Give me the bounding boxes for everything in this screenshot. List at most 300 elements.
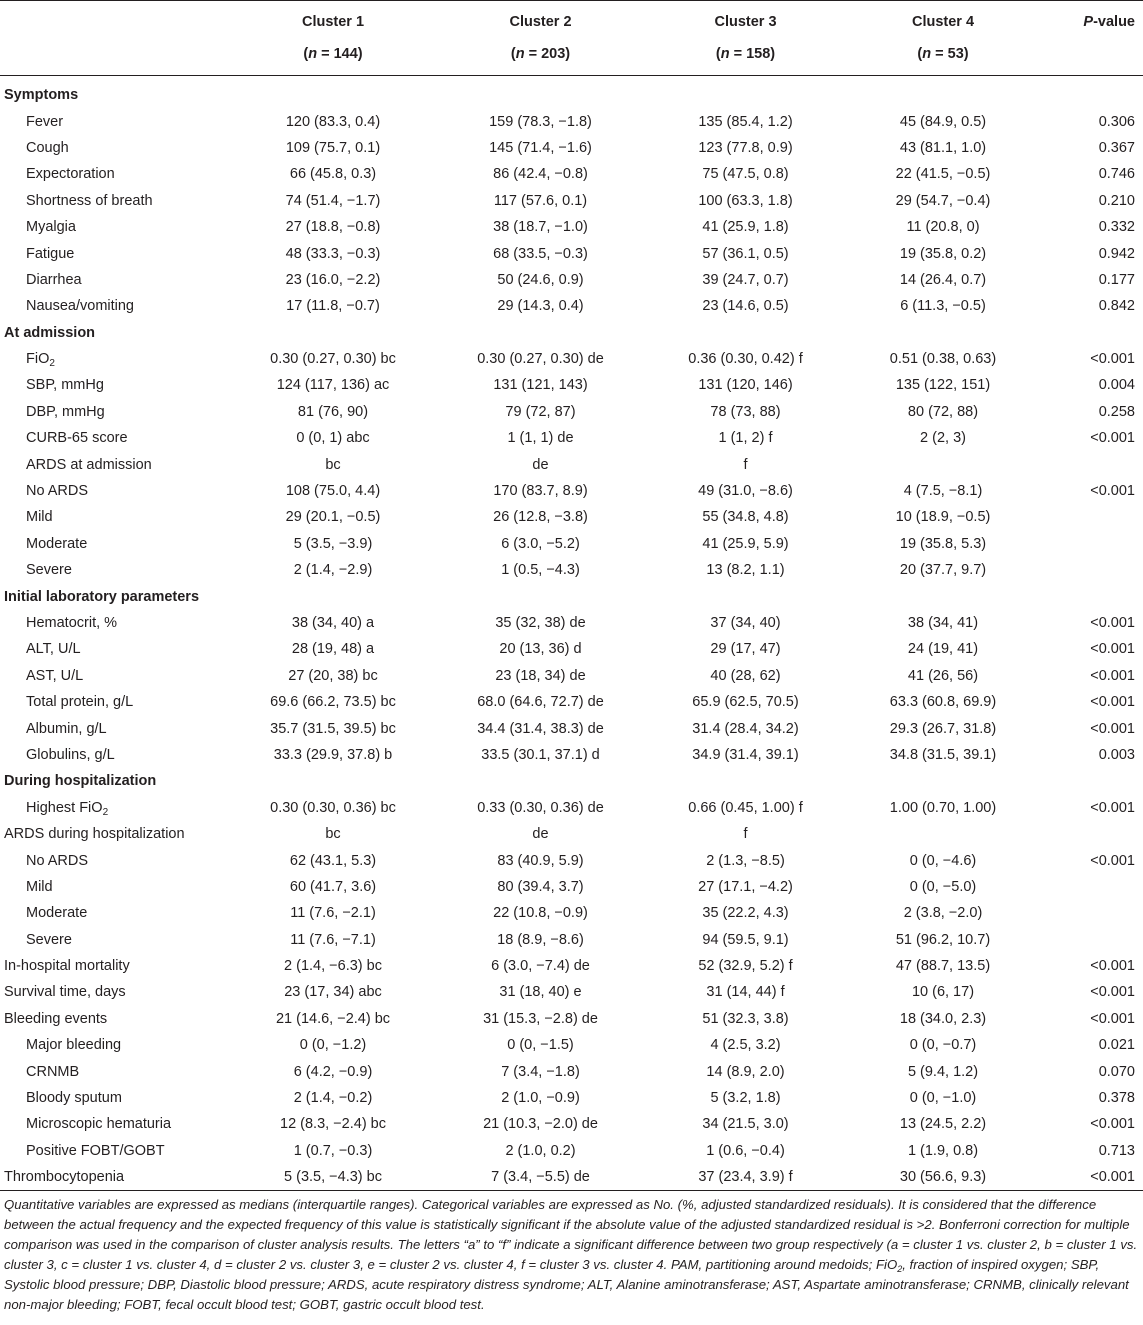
row-label bbox=[0, 240, 228, 266]
cell-cluster-2: 86 (42.4, −0.8) bbox=[493, 166, 588, 183]
cell-cluster-4 bbox=[848, 821, 1038, 847]
cell-pvalue bbox=[1038, 874, 1143, 900]
row-label bbox=[0, 478, 228, 504]
cell-cluster-4: 51 (96.2, 10.7) bbox=[895, 931, 991, 948]
table-row bbox=[0, 267, 1143, 293]
row-label bbox=[0, 1111, 228, 1137]
table-row bbox=[0, 557, 1143, 583]
cell-cluster-1: 1 (0.7, −0.3) bbox=[293, 1142, 373, 1159]
table-row bbox=[0, 689, 1143, 715]
cell-cluster-3: 39 (24.7, 0.7) bbox=[702, 271, 789, 288]
row-label-text: Thrombocytopenia bbox=[4, 1169, 125, 1186]
cell-pvalue: 0.021 bbox=[1098, 1037, 1135, 1054]
row-label-text: Survival time, days bbox=[4, 984, 126, 1001]
cell-cluster-1: 5 (3.5, −3.9) bbox=[293, 535, 373, 552]
table-row bbox=[0, 135, 1143, 161]
cell-pvalue: <0.001 bbox=[1090, 984, 1135, 1001]
cell-cluster-3: 0.36 (0.30, 0.42) f bbox=[688, 351, 803, 368]
row-label-text: AST, U/L bbox=[26, 667, 84, 684]
cell-cluster-4: 45 (84.9, 0.5) bbox=[899, 113, 987, 130]
cell-cluster-1: 5 (3.5, −4.3) bc bbox=[284, 1169, 382, 1186]
row-label bbox=[0, 953, 228, 979]
cell-pvalue: <0.001 bbox=[1090, 958, 1135, 975]
row-label-text: No ARDS bbox=[26, 483, 89, 500]
cell-cluster-1: 124 (117, 136) ac bbox=[276, 377, 390, 394]
cell-cluster-1: 23 (16.0, −2.2) bbox=[285, 271, 381, 288]
cell-pvalue bbox=[1038, 927, 1143, 953]
cell-pvalue: <0.001 bbox=[1090, 641, 1135, 658]
header-pvalue bbox=[1038, 1, 1143, 39]
cell-cluster-3: 34.9 (31.4, 39.1) bbox=[692, 746, 799, 763]
cell-cluster-1: 33.3 (29.9, 37.8) b bbox=[273, 746, 393, 763]
row-label-text: Nausea/vomiting bbox=[26, 298, 134, 315]
cell-cluster-3: 78 (73, 88) bbox=[710, 403, 781, 420]
section-header-row bbox=[0, 583, 1143, 609]
table-row bbox=[0, 1111, 1143, 1137]
cell-pvalue: <0.001 bbox=[1090, 351, 1135, 368]
table-header bbox=[0, 1, 1143, 76]
cell-cluster-3: 131 (120, 146) bbox=[698, 377, 793, 394]
cell-cluster-1: bc bbox=[325, 456, 341, 473]
cell-cluster-3: 0.66 (0.45, 1.00) f bbox=[688, 799, 803, 816]
cell-cluster-1: 11 (7.6, −2.1) bbox=[290, 905, 376, 922]
table-row bbox=[0, 874, 1143, 900]
cell-pvalue: <0.001 bbox=[1090, 694, 1135, 711]
row-label bbox=[0, 214, 228, 240]
row-label-text: Total protein, g/L bbox=[26, 694, 134, 711]
cell-cluster-3: 2 (1.3, −8.5) bbox=[706, 852, 785, 869]
cell-cluster-3: 135 (85.4, 1.2) bbox=[698, 113, 793, 130]
cell-cluster-1: 62 (43.1, 5.3) bbox=[289, 852, 377, 869]
cell-cluster-3: 27 (17.1, −4.2) bbox=[698, 878, 793, 895]
cell-cluster-4: 0.51 (0.38, 0.63) bbox=[889, 351, 997, 368]
row-label bbox=[0, 1032, 228, 1058]
cell-cluster-2: 31 (15.3, −2.8) de bbox=[483, 1010, 598, 1027]
row-label bbox=[0, 399, 228, 425]
cell-cluster-4: 4 (7.5, −8.1) bbox=[903, 483, 983, 500]
cell-cluster-4: 6 (11.3, −0.5) bbox=[900, 298, 986, 315]
row-label-subscript: 2 bbox=[49, 358, 55, 370]
cell-cluster-4: 43 (81.1, 1.0) bbox=[899, 139, 987, 156]
table-row bbox=[0, 161, 1143, 187]
cell-cluster-3: 41 (25.9, 1.8) bbox=[702, 219, 789, 236]
row-label-text: ALT, U/L bbox=[26, 641, 81, 658]
cell-pvalue: <0.001 bbox=[1090, 852, 1135, 869]
cell-pvalue: <0.001 bbox=[1090, 1116, 1135, 1133]
cell-pvalue: 0.003 bbox=[1098, 746, 1135, 763]
row-label-text: FiO bbox=[26, 351, 50, 368]
table-row bbox=[0, 188, 1143, 214]
cell-cluster-4: 34.8 (31.5, 39.1) bbox=[889, 746, 997, 763]
header-cluster-3: Cluster 3 bbox=[714, 14, 777, 30]
table-row bbox=[0, 847, 1143, 873]
footnote-part-1: Quantitative variables are expressed as medians (interquartile ranges). Categorical variables are expressed as No. (%, adjusted standardized residuals). It is considered that the difference between the actual frequency and the expected frequency of this value is statistically significant if the absolute value of the adjusted standardized residual is >2. Bonferroni correction for multiple comparison was used in the comparison of cluster analysis results. The letters “a” to “f” indicate a significant difference between two group respectively (a = cluster 1 vs. cluster 2, b = cluster 1 vs. cluster 3, c = cluster 1 vs. cluster 4, d = cluster 2 vs. cluster 3, e = cluster 2 vs. cluster 4, f = cluster 3 vs. cluster 4. PAM, partitioning around medoids; FiO bbox=[4, 1197, 1138, 1273]
cell-cluster-4: 0 (0, −1.0) bbox=[909, 1090, 977, 1107]
cell-cluster-2: 2 (1.0, −0.9) bbox=[501, 1090, 580, 1107]
cell-cluster-2: 21 (10.3, −2.0) de bbox=[483, 1116, 598, 1133]
table-row bbox=[0, 742, 1143, 768]
table-row bbox=[0, 451, 1143, 477]
cell-cluster-4: 22 (41.5, −0.5) bbox=[895, 166, 991, 183]
cell-cluster-1: 2 (1.4, −0.2) bbox=[293, 1090, 373, 1107]
cell-pvalue: 0.332 bbox=[1098, 219, 1135, 236]
row-label-text: Severe bbox=[26, 562, 72, 579]
cell-cluster-4: 63.3 (60.8, 69.9) bbox=[889, 694, 997, 711]
cell-pvalue: 0.306 bbox=[1098, 113, 1135, 130]
table-row bbox=[0, 900, 1143, 926]
cell-cluster-2: 68 (33.5, −0.3) bbox=[493, 245, 588, 262]
cell-cluster-1: 69.6 (66.2, 73.5) bc bbox=[270, 694, 396, 711]
row-label bbox=[0, 1006, 228, 1032]
cell-cluster-1: 11 (7.6, −7.1) bbox=[290, 931, 376, 948]
row-label-text: Microscopic hematuria bbox=[26, 1116, 172, 1133]
table-row bbox=[0, 821, 1143, 847]
row-label-text: No ARDS bbox=[26, 852, 89, 869]
table-row bbox=[0, 1058, 1143, 1084]
cell-cluster-2: 7 (3.4, −5.5) de bbox=[491, 1169, 590, 1186]
cell-cluster-2: 33.5 (30.1, 37.1) d bbox=[481, 746, 600, 763]
cell-pvalue bbox=[1038, 900, 1143, 926]
header-cluster-2: Cluster 2 bbox=[509, 14, 572, 30]
cell-cluster-2: 29 (14.3, 0.4) bbox=[497, 298, 584, 315]
table-row bbox=[0, 531, 1143, 557]
cell-cluster-2: 68.0 (64.6, 72.7) de bbox=[477, 694, 604, 711]
header-blank-3 bbox=[1038, 38, 1143, 76]
cell-cluster-4: 80 (72, 88) bbox=[907, 403, 979, 420]
cell-cluster-1: 48 (33.3, −0.3) bbox=[285, 245, 381, 262]
cell-cluster-4: 0 (0, −4.6) bbox=[909, 852, 977, 869]
cell-cluster-3: 40 (28, 62) bbox=[710, 667, 781, 684]
row-label-text: Myalgia bbox=[26, 219, 76, 236]
cell-cluster-1: 0 (0, −1.2) bbox=[299, 1037, 367, 1054]
cell-pvalue bbox=[1038, 531, 1143, 557]
cell-cluster-2: 6 (3.0, −5.2) bbox=[501, 535, 580, 552]
cell-cluster-1: 0.30 (0.30, 0.36) bc bbox=[270, 799, 396, 816]
table-row bbox=[0, 425, 1143, 451]
row-label bbox=[0, 900, 228, 926]
cell-cluster-3: f bbox=[743, 826, 748, 843]
cell-cluster-4: 47 (88.7, 13.5) bbox=[895, 958, 991, 975]
cell-pvalue bbox=[1038, 557, 1143, 583]
row-label-text: Positive FOBT/GOBT bbox=[26, 1142, 165, 1159]
row-label-text: Bleeding events bbox=[4, 1010, 108, 1027]
cell-cluster-4: 1.00 (0.70, 1.00) bbox=[889, 799, 997, 816]
row-label bbox=[0, 742, 228, 768]
row-label-text: Severe bbox=[26, 931, 72, 948]
cell-cluster-4: 38 (34, 41) bbox=[907, 615, 979, 631]
cell-cluster-2: 34.4 (31.4, 38.3) de bbox=[477, 720, 604, 737]
cell-cluster-2: 117 (57.6, 0.1) bbox=[493, 192, 588, 209]
row-label-text: CURB-65 score bbox=[26, 430, 128, 447]
cell-cluster-2: 35 (32, 38) de bbox=[495, 615, 586, 631]
table-row bbox=[0, 399, 1143, 425]
header-n-cluster-3: (n = 158) bbox=[715, 46, 776, 62]
table-row bbox=[0, 346, 1143, 372]
row-label-text: Moderate bbox=[26, 905, 88, 922]
cell-cluster-1: 28 (19, 48) a bbox=[291, 641, 375, 658]
cell-pvalue: 0.713 bbox=[1098, 1142, 1135, 1159]
cell-cluster-4: 24 (19, 41) bbox=[907, 641, 979, 658]
cell-pvalue: 0.367 bbox=[1098, 139, 1135, 156]
cell-cluster-4: 0 (0, −5.0) bbox=[909, 878, 977, 895]
table-row bbox=[0, 478, 1143, 504]
cell-cluster-4: 11 (20.8, 0) bbox=[906, 219, 980, 236]
table-row bbox=[0, 1164, 1143, 1191]
cell-cluster-4: 10 (6, 17) bbox=[911, 984, 975, 1001]
row-label-subscript: 2 bbox=[102, 806, 109, 818]
cell-pvalue bbox=[1038, 504, 1143, 530]
cell-cluster-4: 30 (56.6, 9.3) bbox=[899, 1169, 987, 1186]
table-row bbox=[0, 1138, 1143, 1164]
cell-cluster-3: 123 (77.8, 0.9) bbox=[698, 139, 793, 156]
cell-cluster-3: 29 (17, 47) bbox=[710, 641, 781, 658]
cell-cluster-3: 37 (23.4, 3.9) f bbox=[698, 1169, 793, 1186]
cell-cluster-2: 26 (12.8, −3.8) bbox=[493, 509, 588, 526]
cell-cluster-3: f bbox=[743, 456, 748, 473]
cell-cluster-4 bbox=[848, 451, 1038, 477]
row-label bbox=[0, 531, 228, 557]
cell-pvalue: 0.746 bbox=[1098, 166, 1135, 183]
table-row bbox=[0, 795, 1143, 821]
cell-pvalue: <0.001 bbox=[1090, 483, 1135, 500]
table-row bbox=[0, 927, 1143, 953]
cell-cluster-3: 55 (34.8, 4.8) bbox=[702, 509, 789, 526]
row-label bbox=[0, 504, 228, 530]
row-label bbox=[0, 557, 228, 583]
table-row bbox=[0, 372, 1143, 398]
table-row bbox=[0, 715, 1143, 741]
header-blank bbox=[0, 1, 228, 39]
section-header-row bbox=[0, 320, 1143, 346]
cell-cluster-2: 18 (8.9, −8.6) bbox=[497, 931, 584, 948]
cell-cluster-2: de bbox=[532, 826, 549, 843]
row-label bbox=[0, 293, 228, 319]
cell-cluster-1: 60 (41.7, 3.6) bbox=[289, 878, 377, 895]
section-label: At admission bbox=[4, 324, 96, 341]
header-cluster-4: Cluster 4 bbox=[911, 14, 975, 30]
cell-cluster-3: 23 (14.6, 0.5) bbox=[702, 298, 789, 315]
row-label bbox=[0, 1058, 228, 1084]
cell-cluster-2: 170 (83.7, 8.9) bbox=[493, 483, 588, 500]
cell-cluster-2: 6 (3.0, −7.4) de bbox=[491, 958, 590, 975]
cell-cluster-3: 49 (31.0, −8.6) bbox=[698, 483, 793, 500]
cell-pvalue: 0.177 bbox=[1098, 271, 1135, 288]
cell-pvalue: <0.001 bbox=[1090, 1010, 1135, 1027]
cell-cluster-1: 0 (0, 1) abc bbox=[296, 430, 370, 447]
cell-cluster-4: 10 (18.9, −0.5) bbox=[895, 509, 991, 526]
cell-cluster-3: 31 (14, 44) f bbox=[706, 984, 785, 1001]
cell-cluster-3: 34 (21.5, 3.0) bbox=[702, 1116, 789, 1133]
cell-cluster-1: 66 (45.8, 0.3) bbox=[289, 166, 377, 183]
cell-pvalue: <0.001 bbox=[1090, 430, 1135, 447]
section-header-row bbox=[0, 76, 1143, 109]
cell-cluster-1: 109 (75.7, 0.1) bbox=[285, 139, 381, 156]
row-label bbox=[0, 451, 228, 477]
cell-cluster-4: 19 (35.8, 0.2) bbox=[899, 245, 987, 262]
cell-cluster-1: 17 (11.8, −0.7) bbox=[286, 298, 380, 315]
row-label bbox=[0, 372, 228, 398]
table-row bbox=[0, 979, 1143, 1005]
cell-pvalue: 0.258 bbox=[1098, 403, 1135, 420]
cell-cluster-3: 14 (8.9, 2.0) bbox=[706, 1063, 785, 1080]
cell-cluster-1: 0.30 (0.27, 0.30) bc bbox=[270, 351, 396, 368]
row-label-text: Expectoration bbox=[26, 166, 115, 183]
cell-pvalue: <0.001 bbox=[1090, 667, 1135, 684]
cell-pvalue: <0.001 bbox=[1090, 799, 1135, 816]
header-n-cluster-1: (n = 144) bbox=[303, 46, 363, 62]
cell-cluster-1: 2 (1.4, −2.9) bbox=[293, 562, 373, 579]
row-label-text: Mild bbox=[26, 509, 53, 526]
table-row bbox=[0, 610, 1143, 636]
cell-cluster-2: 80 (39.4, 3.7) bbox=[497, 878, 584, 895]
row-label bbox=[0, 874, 228, 900]
cell-cluster-2: 145 (71.4, −1.6) bbox=[489, 139, 592, 156]
cell-cluster-1: 6 (4.2, −0.9) bbox=[293, 1063, 373, 1080]
cell-cluster-3: 4 (2.5, 3.2) bbox=[710, 1037, 781, 1054]
row-label bbox=[0, 425, 228, 451]
row-label bbox=[0, 821, 228, 847]
cell-cluster-4: 20 (37.7, 9.7) bbox=[899, 562, 987, 579]
cell-cluster-1: 12 (8.3, −2.4) bc bbox=[280, 1116, 386, 1133]
cell-cluster-3: 51 (32.3, 3.8) bbox=[702, 1010, 789, 1027]
table-row bbox=[0, 1032, 1143, 1058]
cell-cluster-2: 22 (10.8, −0.9) bbox=[493, 905, 588, 922]
row-label bbox=[0, 689, 228, 715]
footnote-sub: 2 bbox=[897, 1264, 903, 1275]
table-row bbox=[0, 293, 1143, 319]
cell-cluster-1: 120 (83.3, 0.4) bbox=[285, 113, 381, 130]
cell-cluster-2: 2 (1.0, 0.2) bbox=[505, 1142, 576, 1159]
cell-pvalue: 0.378 bbox=[1098, 1090, 1135, 1107]
cell-cluster-2: 7 (3.4, −1.8) bbox=[501, 1063, 580, 1080]
cell-cluster-2: 31 (18, 40) e bbox=[499, 984, 582, 1001]
cell-cluster-1: 27 (20, 38) bc bbox=[288, 667, 378, 684]
cell-cluster-1: 81 (76, 90) bbox=[297, 403, 369, 420]
table-row bbox=[0, 504, 1143, 530]
cell-cluster-2: 83 (40.9, 5.9) bbox=[497, 852, 584, 869]
cell-cluster-3: 31.4 (28.4, 34.2) bbox=[692, 720, 799, 737]
cell-cluster-3: 75 (47.5, 0.8) bbox=[702, 166, 789, 183]
row-label bbox=[0, 267, 228, 293]
row-label bbox=[0, 1164, 228, 1191]
cell-cluster-4: 2 (2, 3) bbox=[920, 430, 966, 447]
cell-cluster-3: 1 (0.6, −0.4) bbox=[706, 1142, 785, 1159]
section-label: Initial laboratory parameters bbox=[4, 588, 200, 605]
row-label-text: ARDS during hospitalization bbox=[4, 826, 185, 843]
row-label bbox=[0, 188, 228, 214]
table-row bbox=[0, 636, 1143, 662]
cell-pvalue: <0.001 bbox=[1090, 720, 1135, 737]
row-label bbox=[0, 1138, 228, 1164]
footnote-part-2: , fraction of inspired oxygen; SBP, Systolic blood pressure; DBP, Diastolic blood pressure; ARDS, acute respiratory distress syndrome; ALT, Alanine aminotransferase; AST, Aspartate aminotransferase; CRNMB, clinically relevant non-major bleeding; FOBT, fecal occult blood test; GOBT, gastric occult blood test. bbox=[4, 1257, 1129, 1313]
cell-cluster-4: 5 (9.4, 1.2) bbox=[907, 1063, 979, 1080]
cell-cluster-2: 0.30 (0.27, 0.30) de bbox=[477, 351, 604, 368]
cell-cluster-1: 29 (20.1, −0.5) bbox=[285, 509, 381, 526]
table-row bbox=[0, 953, 1143, 979]
table-row bbox=[0, 663, 1143, 689]
row-label-text: Globulins, g/L bbox=[26, 746, 115, 763]
cell-cluster-3: 41 (25.9, 5.9) bbox=[702, 535, 789, 552]
row-label bbox=[0, 715, 228, 741]
table-footnote bbox=[0, 1191, 1143, 1315]
cell-pvalue: <0.001 bbox=[1090, 615, 1135, 631]
cell-cluster-4: 13 (24.5, 2.2) bbox=[899, 1116, 987, 1133]
row-label bbox=[0, 346, 228, 372]
cell-cluster-2: 20 (13, 36) d bbox=[499, 641, 582, 658]
cell-cluster-1: 74 (51.4, −1.7) bbox=[285, 192, 381, 209]
cell-cluster-3: 1 (1, 2) f bbox=[718, 430, 773, 447]
cell-pvalue: <0.001 bbox=[1090, 1169, 1135, 1186]
cell-cluster-4: 1 (1.9, 0.8) bbox=[907, 1142, 979, 1159]
section-header-row bbox=[0, 768, 1143, 794]
cell-cluster-1: bc bbox=[325, 826, 341, 843]
table-row bbox=[0, 1085, 1143, 1111]
row-label bbox=[0, 135, 228, 161]
cell-cluster-3: 35 (22.2, 4.3) bbox=[702, 905, 789, 922]
row-label-text: Albumin, g/L bbox=[26, 720, 107, 737]
cell-cluster-3: 65.9 (62.5, 70.5) bbox=[692, 694, 799, 711]
cell-cluster-1: 2 (1.4, −6.3) bc bbox=[284, 958, 382, 975]
cell-cluster-4: 18 (34.0, 2.3) bbox=[899, 1010, 987, 1027]
cell-cluster-2: 0 (0, −1.5) bbox=[507, 1037, 574, 1054]
cell-pvalue bbox=[1038, 451, 1143, 477]
cell-cluster-2: 23 (18, 34) de bbox=[495, 667, 586, 684]
row-label-text: SBP, mmHg bbox=[26, 377, 104, 394]
table-body bbox=[0, 76, 1143, 1191]
row-label bbox=[0, 979, 228, 1005]
cell-cluster-1: 38 (34, 40) a bbox=[291, 615, 375, 631]
header-n-cluster-2: (n = 203) bbox=[510, 46, 571, 62]
cell-cluster-1: 21 (14.6, −2.4) bc bbox=[275, 1010, 391, 1027]
cell-cluster-4: 19 (35.8, 5.3) bbox=[899, 535, 987, 552]
cell-cluster-4: 135 (122, 151) bbox=[895, 377, 991, 394]
cell-cluster-3: 100 (63.3, 1.8) bbox=[698, 192, 793, 209]
header-n-cluster-4: (n = 53) bbox=[917, 46, 969, 62]
header-cluster-1: Cluster 1 bbox=[301, 14, 365, 30]
cell-cluster-4: 14 (26.4, 0.7) bbox=[899, 271, 987, 288]
row-label bbox=[0, 663, 228, 689]
row-label bbox=[0, 1085, 228, 1111]
row-label bbox=[0, 636, 228, 662]
row-label bbox=[0, 847, 228, 873]
row-label-text: In-hospital mortality bbox=[4, 958, 130, 975]
cell-pvalue: 0.842 bbox=[1098, 298, 1135, 315]
table-row bbox=[0, 1006, 1143, 1032]
cell-pvalue bbox=[1038, 821, 1143, 847]
row-label-text: Fatigue bbox=[26, 245, 75, 262]
row-label-text: Highest FiO bbox=[26, 799, 103, 816]
row-label-text: DBP, mmHg bbox=[26, 403, 105, 420]
header-blank-2 bbox=[0, 38, 228, 76]
row-label-text: Diarrhea bbox=[26, 271, 82, 288]
cell-cluster-2: 159 (78.3, −1.8) bbox=[489, 113, 592, 130]
row-label-text: Major bleeding bbox=[26, 1037, 122, 1054]
cell-cluster-4: 2 (3.8, −2.0) bbox=[903, 905, 983, 922]
cell-cluster-2: de bbox=[532, 456, 549, 473]
cell-cluster-2: 0.33 (0.30, 0.36) de bbox=[477, 799, 604, 816]
row-label bbox=[0, 108, 228, 134]
row-label bbox=[0, 161, 228, 187]
row-label-text: ARDS at admission bbox=[26, 456, 152, 473]
cell-cluster-4: 29.3 (26.7, 31.8) bbox=[889, 720, 997, 737]
cell-cluster-3: 52 (32.9, 5.2) f bbox=[698, 958, 793, 975]
cell-cluster-2: 50 (24.6, 0.9) bbox=[497, 271, 584, 288]
cell-cluster-3: 37 (34, 40) bbox=[710, 615, 781, 631]
cell-pvalue: 0.942 bbox=[1098, 245, 1135, 262]
cell-cluster-3: 57 (36.1, 0.5) bbox=[702, 245, 789, 262]
cell-cluster-3: 94 (59.5, 9.1) bbox=[702, 931, 789, 948]
table-row bbox=[0, 240, 1143, 266]
